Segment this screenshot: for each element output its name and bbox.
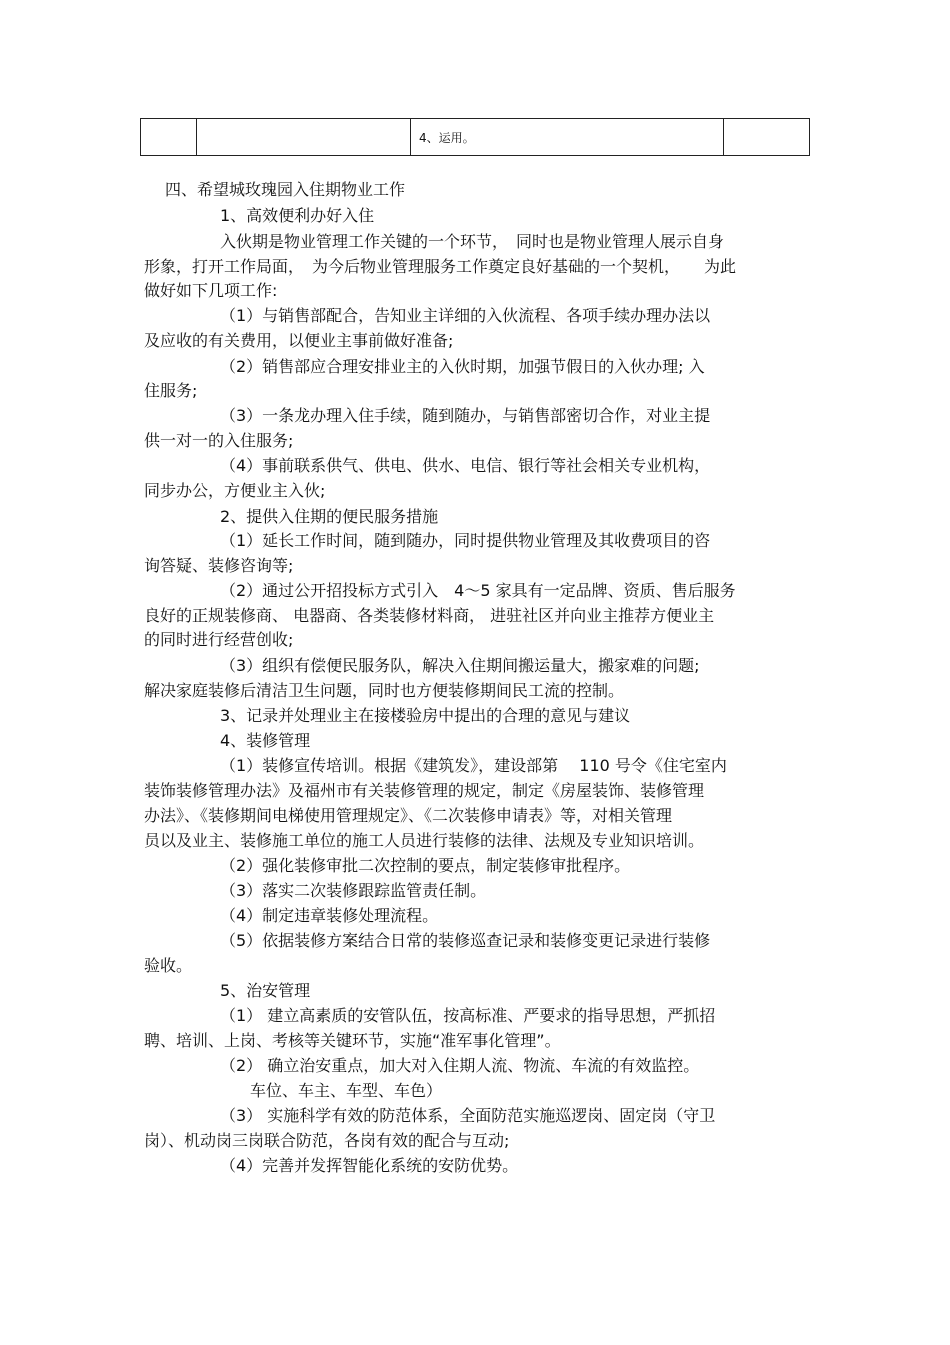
list-item: （2）强化装修审批二次控制的要点，制定装修审批程序。	[220, 856, 631, 875]
subsection-heading: 5、治安管理	[220, 981, 311, 1000]
list-item: （1）装修宣传培训。根据《建筑发》，建设部第 110 号令《住宅室内	[220, 756, 727, 775]
paragraph-line: 车位、车主、车型、车色）	[250, 1081, 443, 1100]
paragraph-line: 解决家庭装修后清洁卫生问题，同时也方便装修期间民工流的控制。	[144, 681, 625, 700]
list-item: （2）通过公开招投标方式引入 4～5 家具有一定品牌、资质、售后服务	[220, 581, 736, 600]
paragraph-line: 办法》、《装修期间电梯使用管理规定》、《二次装修申请表》等，对相关管理	[144, 806, 673, 825]
paragraph-line: 的同时进行经营创收;	[144, 630, 294, 649]
paragraph-line: 装饰装修管理办法》及福州市有关装修管理的规定，制定《房屋装饰、装修管理	[144, 781, 705, 800]
list-item: （3）一条龙办理入住手续，随到随办，与销售部密切合作，对业主提	[220, 406, 711, 425]
subsection-heading: 1、高效便利办好入住	[220, 206, 375, 225]
list-item: （1）与销售部配合，告知业主详细的入伙流程、各项手续办理办法以	[220, 306, 711, 325]
paragraph-line: 做好如下几项工作:	[144, 281, 278, 300]
list-item: （2） 确立治安重点，加大对入住期人流、物流、车流的有效监控。	[220, 1056, 700, 1075]
table-cell: 4、运用。	[411, 119, 724, 156]
paragraph-line: 住服务;	[144, 381, 198, 400]
section-heading: 四、希望城玫瑰园入住期物业工作	[165, 180, 406, 199]
table-row	[141, 119, 810, 156]
paragraph-line: 供一对一的入住服务;	[144, 431, 294, 450]
list-item: （5）依据装修方案结合日常的装修巡查记录和装修变更记录进行装修	[220, 931, 711, 950]
paragraph-line: 同步办公，方便业主入伙;	[144, 481, 326, 500]
list-item: （2）销售部应合理安排业主的入伙时期，加强节假日的入伙办理; 入	[220, 357, 705, 376]
paragraph-line: 及应收的有关费用，以便业主事前做好准备;	[144, 331, 454, 350]
list-item: （3）组织有偿便民服务队，解决入住期间搬运量大，搬家难的问题;	[220, 656, 700, 675]
table-cell	[197, 119, 411, 156]
list-item: （1） 建立高素质的安管队伍，按高标准、严要求的指导思想，严抓招	[220, 1006, 716, 1025]
list-item: （3）落实二次装修跟踪监管责任制。	[220, 881, 487, 900]
paragraph-line: 岗）、机动岗三岗联合防范，各岗有效的配合与互动;	[144, 1131, 510, 1150]
table-cell	[724, 119, 810, 156]
paragraph-line: 询答疑、装修咨询等;	[144, 556, 294, 575]
header-table	[140, 118, 810, 156]
paragraph-line: 形象，打开工作局面， 为今后物业管理服务工作奠定良好基础的一个契机， 为此	[144, 257, 737, 276]
list-item: （1）延长工作时间，随到随办，同时提供物业管理及其收费项目的咨	[220, 531, 711, 550]
paragraph-line: 良好的正规装修商、 电器商、各类装修材料商， 进驻社区并向业主推荐方便业主	[144, 606, 715, 625]
subsection-heading: 4、装修管理	[220, 731, 311, 750]
list-item: （4）完善并发挥智能化系统的安防优势。	[220, 1156, 519, 1175]
list-item: （4）事前联系供气、供电、供水、电信、银行等社会相关专业机构，	[220, 456, 711, 475]
paragraph-line: 员以及业主、装修施工单位的施工人员进行装修的法律、法规及专业知识培训。	[144, 831, 705, 850]
subsection-heading: 3、记录并处理业主在接楼验房中提出的合理的意见与建议	[220, 706, 631, 725]
table-cell	[141, 119, 197, 156]
list-item: （4）制定违章装修处理流程。	[220, 906, 439, 925]
list-item: （3） 实施科学有效的防范体系，全面防范实施巡逻岗、固定岗（守卫	[220, 1106, 716, 1125]
paragraph-line: 聘、培训、上岗、考核等关键环节，实施“准军事化管理”。	[144, 1031, 561, 1050]
paragraph-line: 入伙期是物业管理工作关键的一个环节， 同时也是物业管理人展示自身	[220, 232, 725, 251]
paragraph-line: 验收。	[144, 956, 193, 975]
subsection-heading: 2、提供入住期的便民服务措施	[220, 507, 439, 526]
